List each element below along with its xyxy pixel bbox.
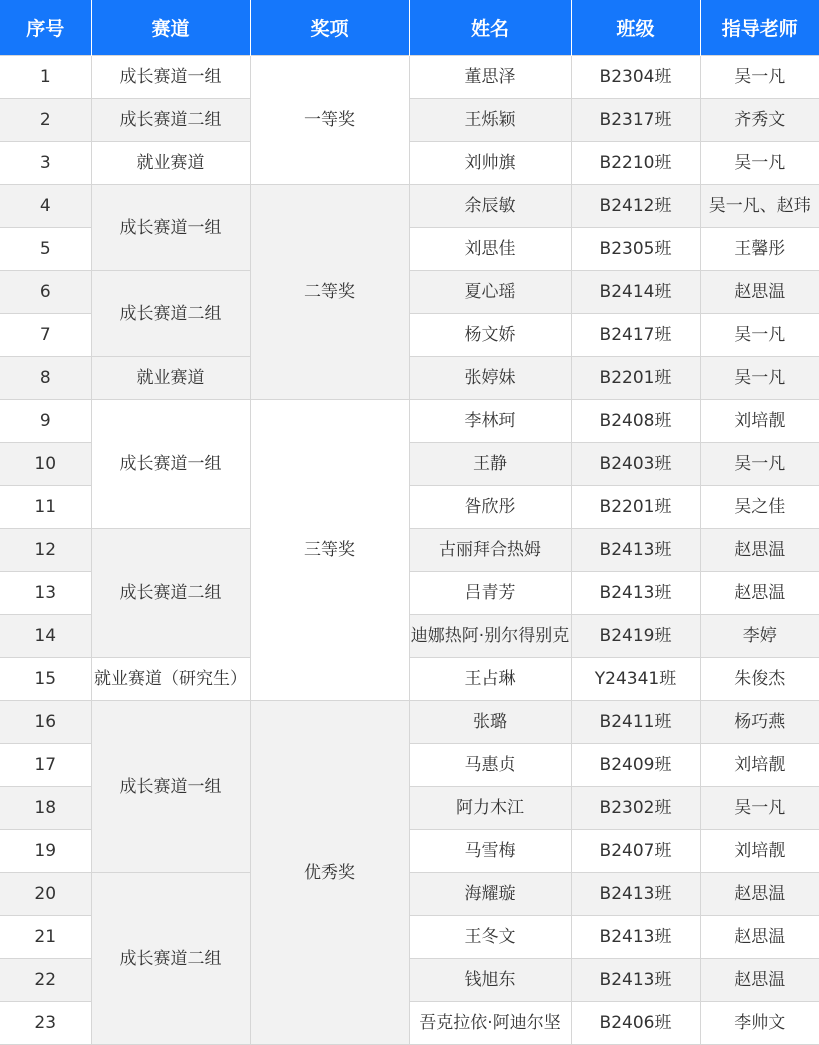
name-cell: 张婷妹 — [409, 357, 571, 400]
name-text: 迪娜热阿·别尔得别克 — [410, 626, 570, 646]
seq-cell: 18 — [0, 787, 91, 830]
teacher-cell: 吴之佳 — [700, 486, 819, 529]
name-cell: 董思泽 — [409, 56, 571, 99]
name-cell: 余辰敏 — [409, 185, 571, 228]
seq-cell: 23 — [0, 1002, 91, 1045]
seq-cell: 13 — [0, 572, 91, 615]
track-cell: 成长赛道一组 — [91, 56, 250, 99]
header-seq: 序号 — [0, 0, 91, 56]
track-cell: 成长赛道二组 — [91, 529, 250, 658]
header-row — [0, 0, 819, 56]
table-row — [0, 56, 819, 99]
teacher-cell: 吴一凡 — [700, 56, 819, 99]
table-row — [0, 529, 819, 572]
class-cell: B2210班 — [571, 142, 700, 185]
name-cell: 马雪梅 — [409, 830, 571, 873]
track-cell — [91, 658, 250, 701]
teacher-cell: 赵思温 — [700, 271, 819, 314]
class-cell: B2413班 — [571, 916, 700, 959]
name-cell: 张璐 — [409, 701, 571, 744]
seq-cell: 6 — [0, 271, 91, 314]
track-cell: 就业赛道 — [91, 357, 250, 400]
class-cell: Y24341班 — [571, 658, 700, 701]
teacher-cell: 吴一凡 — [700, 314, 819, 357]
seq-cell: 9 — [0, 400, 91, 443]
teacher-cell: 赵思温 — [700, 959, 819, 1002]
name-cell: 夏心瑶 — [409, 271, 571, 314]
teacher-cell: 王馨彤 — [700, 228, 819, 271]
class-cell: B2201班 — [571, 357, 700, 400]
class-cell: B2409班 — [571, 744, 700, 787]
teacher-cell: 李婷 — [700, 615, 819, 658]
class-cell: B2419班 — [571, 615, 700, 658]
class-cell: B2201班 — [571, 486, 700, 529]
class-cell: B2414班 — [571, 271, 700, 314]
seq-cell: 8 — [0, 357, 91, 400]
teacher-cell: 吴一凡 — [700, 443, 819, 486]
name-cell — [409, 615, 571, 658]
header-award: 奖项 — [250, 0, 409, 56]
class-cell: B2412班 — [571, 185, 700, 228]
track-cell: 成长赛道二组 — [91, 271, 250, 357]
table-row — [0, 701, 819, 744]
name-cell: 钱旭东 — [409, 959, 571, 1002]
seq-cell: 4 — [0, 185, 91, 228]
seq-cell: 21 — [0, 916, 91, 959]
class-cell: B2413班 — [571, 959, 700, 1002]
teacher-cell: 赵思温 — [700, 916, 819, 959]
seq-cell: 11 — [0, 486, 91, 529]
seq-cell: 17 — [0, 744, 91, 787]
award-cell: 优秀奖 — [250, 701, 409, 1045]
table-row — [0, 873, 819, 916]
header-track: 赛道 — [91, 0, 250, 56]
table-row — [0, 185, 819, 228]
name-cell: 吾克拉依·阿迪尔坚 — [409, 1002, 571, 1045]
seq-cell: 16 — [0, 701, 91, 744]
teacher-cell: 吴一凡、赵玮 — [700, 185, 819, 228]
header-class: 班级 — [571, 0, 700, 56]
teacher-cell: 刘培靓 — [700, 830, 819, 873]
seq-cell: 22 — [0, 959, 91, 1002]
seq-cell: 12 — [0, 529, 91, 572]
track-cell: 就业赛道 — [91, 142, 250, 185]
class-cell: B2408班 — [571, 400, 700, 443]
name-cell: 李林珂 — [409, 400, 571, 443]
teacher-cell: 吴一凡 — [700, 357, 819, 400]
track-cell: 成长赛道二组 — [91, 873, 250, 1045]
name-cell: 阿力木江 — [409, 787, 571, 830]
seq-cell: 1 — [0, 56, 91, 99]
table-row — [0, 99, 819, 142]
seq-cell: 15 — [0, 658, 91, 701]
class-cell: B2406班 — [571, 1002, 700, 1045]
name-cell: 昝欣彤 — [409, 486, 571, 529]
class-cell: B2413班 — [571, 529, 700, 572]
teacher-cell: 赵思温 — [700, 873, 819, 916]
class-cell: B2417班 — [571, 314, 700, 357]
teacher-cell: 赵思温 — [700, 529, 819, 572]
award-cell: 二等奖 — [250, 185, 409, 400]
table-row — [0, 357, 819, 400]
award-cell: 三等奖 — [250, 400, 409, 701]
teacher-cell: 杨巧燕 — [700, 701, 819, 744]
track-cell: 成长赛道一组 — [91, 185, 250, 271]
seq-cell: 2 — [0, 99, 91, 142]
name-cell: 海耀璇 — [409, 873, 571, 916]
seq-cell: 7 — [0, 314, 91, 357]
name-cell: 古丽拜合热姆 — [409, 529, 571, 572]
track-cell: 成长赛道一组 — [91, 400, 250, 529]
teacher-cell: 吴一凡 — [700, 142, 819, 185]
class-cell: B2407班 — [571, 830, 700, 873]
track-text: 就业赛道（研究生） — [94, 669, 247, 689]
class-cell: B2411班 — [571, 701, 700, 744]
name-cell: 王静 — [409, 443, 571, 486]
seq-cell: 5 — [0, 228, 91, 271]
table-row — [0, 271, 819, 314]
name-cell: 刘思佳 — [409, 228, 571, 271]
table-row — [0, 400, 819, 443]
name-cell: 王占琳 — [409, 658, 571, 701]
name-cell: 王烁颖 — [409, 99, 571, 142]
teacher-cell: 刘培靓 — [700, 400, 819, 443]
seq-cell: 20 — [0, 873, 91, 916]
name-cell: 吕青芳 — [409, 572, 571, 615]
table-row — [0, 142, 819, 185]
seq-cell: 19 — [0, 830, 91, 873]
seq-cell: 3 — [0, 142, 91, 185]
teacher-cell: 刘培靓 — [700, 744, 819, 787]
seq-cell: 10 — [0, 443, 91, 486]
class-cell: B2413班 — [571, 572, 700, 615]
header-name: 姓名 — [409, 0, 571, 56]
name-cell: 马惠贞 — [409, 744, 571, 787]
header-teacher: 指导老师 — [700, 0, 819, 56]
track-cell: 成长赛道二组 — [91, 99, 250, 142]
name-cell: 杨文娇 — [409, 314, 571, 357]
class-cell: B2304班 — [571, 56, 700, 99]
class-cell: B2302班 — [571, 787, 700, 830]
teacher-cell: 赵思温 — [700, 572, 819, 615]
teacher-cell: 李帅文 — [700, 1002, 819, 1045]
class-cell: B2403班 — [571, 443, 700, 486]
teacher-cell: 齐秀文 — [700, 99, 819, 142]
table-row — [0, 658, 819, 701]
class-cell: B2413班 — [571, 873, 700, 916]
class-cell: B2305班 — [571, 228, 700, 271]
teacher-cell: 朱俊杰 — [700, 658, 819, 701]
name-cell: 王冬文 — [409, 916, 571, 959]
award-cell: 一等奖 — [250, 56, 409, 185]
track-cell: 成长赛道一组 — [91, 701, 250, 873]
name-cell: 刘帅旗 — [409, 142, 571, 185]
class-cell: B2317班 — [571, 99, 700, 142]
seq-cell: 14 — [0, 615, 91, 658]
teacher-cell: 吴一凡 — [700, 787, 819, 830]
